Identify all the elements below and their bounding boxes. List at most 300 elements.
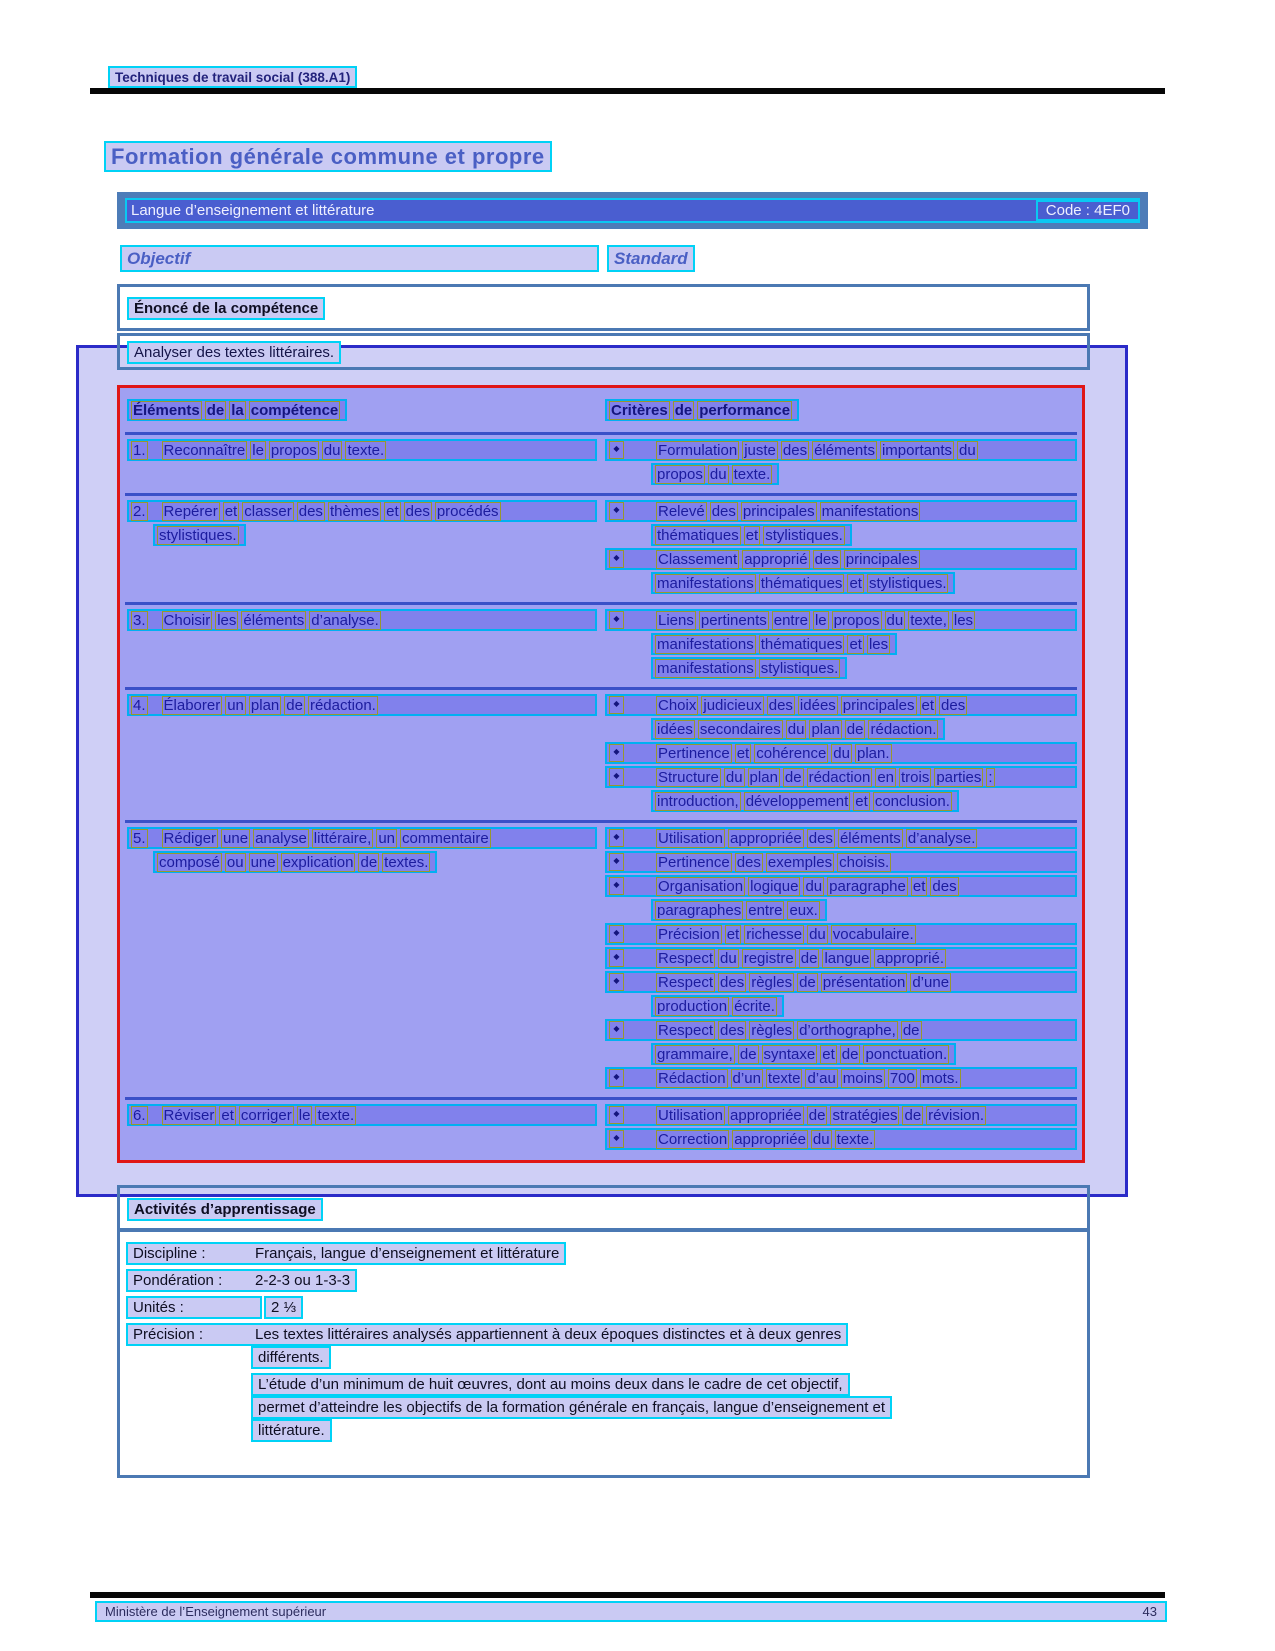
ocr-word: la xyxy=(231,401,244,419)
ocr-word: Élaborer xyxy=(163,696,221,714)
course-bar-strip xyxy=(125,198,1140,223)
bullet-icon: ◆ xyxy=(609,1130,624,1148)
row-elements-cell xyxy=(125,694,597,814)
ocr-word: texte. xyxy=(836,1130,874,1148)
ocr-word: des xyxy=(405,502,430,520)
ocr-word: principales xyxy=(742,502,815,520)
ocr-word: Rédiger xyxy=(163,829,217,847)
ocr-word: Repérer xyxy=(163,502,218,520)
ocr-word: du xyxy=(323,441,341,459)
ocr-word: conclusion. xyxy=(874,792,950,810)
ocr-word: des xyxy=(932,877,957,895)
course-code xyxy=(1036,200,1140,221)
top-rule xyxy=(90,88,1165,94)
criteres-header xyxy=(605,399,799,421)
ocr-word: manifestations xyxy=(657,659,754,677)
ocr-word: corriger xyxy=(240,1106,292,1124)
ocr-word: procédés xyxy=(436,502,499,520)
objectif-label-strip xyxy=(120,245,599,272)
ocr-word: et xyxy=(221,1106,234,1124)
ocr-word: eux. xyxy=(789,901,818,919)
ocr-word: compétence xyxy=(250,401,339,419)
ocr-word: Éléments xyxy=(133,401,200,419)
ocr-word: propos xyxy=(270,441,317,459)
objectif-label: Objectif xyxy=(127,248,191,268)
enonce-statement-box xyxy=(117,333,1090,370)
criteria-line xyxy=(605,1128,1077,1150)
element-line xyxy=(153,851,437,873)
criteria-line xyxy=(605,1104,1077,1126)
detail-row xyxy=(126,1269,1081,1292)
criteria-line xyxy=(605,947,1077,969)
bullet-icon: ◆ xyxy=(609,973,624,991)
table-row xyxy=(125,435,1077,496)
ocr-word: les xyxy=(953,611,974,629)
ocr-word: entre xyxy=(773,611,808,629)
ocr-word: et xyxy=(822,1045,835,1063)
ocr-word: et xyxy=(726,925,740,943)
criteria-line xyxy=(605,609,1077,631)
ocr-word: 2. xyxy=(133,502,146,520)
ocr-word: des xyxy=(720,1021,745,1039)
criteria-line xyxy=(651,899,827,921)
ocr-word: principales xyxy=(845,550,918,568)
ocr-word: Respect xyxy=(658,973,714,991)
element-line xyxy=(127,609,597,631)
ocr-word: des xyxy=(814,550,839,568)
detail-label: Discipline : xyxy=(133,1245,206,1262)
ocr-word: secondaires xyxy=(699,720,781,738)
ocr-word: stylistiques. xyxy=(159,526,237,544)
ocr-word: des xyxy=(711,502,736,520)
criteria-line xyxy=(605,500,1077,522)
footer-bar xyxy=(95,1601,1167,1622)
row-criteria-cell xyxy=(597,500,1077,596)
ocr-word: Liens xyxy=(658,611,694,629)
element-line xyxy=(127,1104,597,1126)
bullet-icon: ◆ xyxy=(609,550,624,568)
ocr-word: registre xyxy=(743,949,794,967)
bullet-icon: ◆ xyxy=(609,1069,624,1087)
element-line xyxy=(127,694,597,716)
ocr-word: langue xyxy=(824,949,870,967)
bullet-icon: ◆ xyxy=(609,744,624,762)
detail-value: Français, langue d’enseignement et littérature xyxy=(255,1245,560,1262)
ocr-word: ponctuation. xyxy=(865,1045,948,1063)
ocr-word: performance xyxy=(699,401,791,419)
ocr-word: texte. xyxy=(317,1106,355,1124)
ocr-word: des xyxy=(298,502,323,520)
ocr-word: présentation xyxy=(822,973,906,991)
row-elements-cell xyxy=(125,827,597,1091)
ocr-word: d’analyse. xyxy=(311,611,379,629)
ocr-word: une xyxy=(223,829,249,847)
ocr-word: et xyxy=(921,696,935,714)
ocr-word: de xyxy=(206,401,225,419)
detail-line-strip: L’étude d’un minimum de huit œuvres, dont au moins deux dans le cadre de cet objectif, xyxy=(251,1373,850,1396)
enonce-statement-strip xyxy=(127,341,341,364)
ocr-word: approprié xyxy=(744,550,808,568)
criteria-line xyxy=(651,657,847,679)
ocr-word: d’analyse. xyxy=(907,829,976,847)
ocr-word: propos xyxy=(657,465,703,483)
competence-table-body xyxy=(125,435,1077,1158)
ocr-word: et xyxy=(849,574,862,592)
course-code-text: Code : 4EF0 xyxy=(1045,202,1130,219)
ocr-word: écrite. xyxy=(734,997,775,1015)
ocr-word: Utilisation xyxy=(658,1106,724,1124)
ocr-word: des xyxy=(808,829,833,847)
element-line xyxy=(127,500,597,522)
ocr-word: mots. xyxy=(921,1069,959,1087)
bullet-icon: ◆ xyxy=(609,949,624,967)
bullet-icon: ◆ xyxy=(609,853,624,871)
row-criteria-cell xyxy=(597,694,1077,814)
ocr-word: exemples xyxy=(767,853,833,871)
ocr-word: Rédaction xyxy=(658,1069,726,1087)
ocr-word: de xyxy=(286,696,303,714)
elements-header xyxy=(127,399,347,421)
ocr-word: de xyxy=(360,853,378,871)
ocr-word: et xyxy=(386,502,399,520)
ocr-word: Classement xyxy=(658,550,738,568)
ocr-word: manifestations xyxy=(657,574,754,592)
ocr-word: du xyxy=(787,720,805,738)
detail-continuation xyxy=(251,1346,1081,1369)
detail-row xyxy=(126,1373,1081,1442)
ocr-word: Précision xyxy=(658,925,720,943)
ocr-word: explication xyxy=(282,853,354,871)
ocr-word: et xyxy=(912,877,926,895)
ocr-word: idées xyxy=(657,720,693,738)
running-header-text: Techniques de travail social (388.A1) xyxy=(115,69,351,85)
ocr-word: Respect xyxy=(658,949,714,967)
ocr-word: Structure xyxy=(658,768,719,786)
criteria-line xyxy=(605,548,1077,570)
ocr-word: Reconnaître xyxy=(163,441,246,459)
detail-value: 2-2-3 ou 1-3-3 xyxy=(255,1272,351,1289)
detail-line-strip xyxy=(126,1242,566,1265)
ocr-word: du xyxy=(709,465,727,483)
ocr-word: d’au xyxy=(807,1069,836,1087)
ocr-word: thématiques xyxy=(760,635,843,653)
ocr-word: 700 xyxy=(889,1069,915,1087)
ocr-word: classer xyxy=(244,502,292,520)
element-line xyxy=(127,439,597,461)
criteria-line xyxy=(651,524,852,546)
activites-heading-strip xyxy=(127,1198,323,1221)
ocr-word: et xyxy=(736,744,750,762)
ocr-word: thématiques xyxy=(657,526,739,544)
ocr-word: texte xyxy=(767,1069,801,1087)
ocr-word: 1. xyxy=(133,441,146,459)
ocr-word: plan xyxy=(811,720,840,738)
ocr-word: textes. xyxy=(384,853,429,871)
ocr-word: trois xyxy=(901,768,930,786)
standard-label-strip xyxy=(607,245,695,272)
ocr-word: analyse xyxy=(255,829,307,847)
ocr-word: des xyxy=(782,441,808,459)
element-line xyxy=(127,827,597,849)
ocr-word: les xyxy=(217,611,237,629)
ocr-word: Choisir xyxy=(163,611,211,629)
ocr-word: de xyxy=(784,768,802,786)
ocr-word: Critères xyxy=(611,401,668,419)
ocr-word: texte, xyxy=(910,611,947,629)
ocr-word: richesse xyxy=(746,925,803,943)
ocr-word: du xyxy=(886,611,904,629)
ocr-word: appropriée xyxy=(730,1106,802,1124)
ocr-word: rédaction xyxy=(808,768,871,786)
ocr-word: du xyxy=(725,768,743,786)
ocr-word: importants xyxy=(881,441,952,459)
row-criteria-cell xyxy=(597,439,1077,487)
ocr-word: révision. xyxy=(928,1106,985,1124)
activites-details-box xyxy=(117,1228,1090,1478)
ocr-word: cohérence xyxy=(756,744,827,762)
ocr-word: 6. xyxy=(133,1106,146,1124)
bullet-icon: ◆ xyxy=(609,877,624,895)
ocr-word: et xyxy=(855,792,868,810)
criteria-line xyxy=(605,827,1077,849)
footer-page-number: 43 xyxy=(1142,1604,1157,1619)
ocr-word: entre xyxy=(748,901,783,919)
ocr-word: Utilisation xyxy=(658,829,724,847)
bullet-icon: ◆ xyxy=(609,925,624,943)
ocr-word: de xyxy=(739,1045,757,1063)
criteria-line xyxy=(605,1019,1077,1041)
ocr-word: le xyxy=(814,611,827,629)
ocr-word: du xyxy=(809,925,826,943)
ocr-word: littéraire, xyxy=(313,829,372,847)
ocr-word: syntaxe xyxy=(763,1045,816,1063)
ocr-word: rédaction. xyxy=(309,696,376,714)
ocr-word: les xyxy=(868,635,889,653)
ocr-word: pertinents xyxy=(700,611,767,629)
page-title xyxy=(104,141,552,172)
course-bar-label: Langue d’enseignement et littérature xyxy=(131,202,375,219)
row-criteria-cell xyxy=(597,827,1077,1091)
ocr-word: appropriée xyxy=(730,829,802,847)
ocr-word: manifestations xyxy=(657,635,754,653)
ocr-word: d’une xyxy=(912,973,950,991)
criteria-line xyxy=(605,851,1077,873)
ocr-word: commentaire xyxy=(402,829,489,847)
ocr-word: choisis. xyxy=(839,853,890,871)
ocr-word: et xyxy=(849,635,862,653)
criteria-line xyxy=(605,875,1077,897)
criteria-line xyxy=(605,742,1077,764)
criteria-line xyxy=(651,572,955,594)
ocr-word: du xyxy=(958,441,976,459)
ocr-word: Organisation xyxy=(658,877,744,895)
table-row xyxy=(125,605,1077,690)
bullet-icon: ◆ xyxy=(609,829,624,847)
table-row xyxy=(125,496,1077,605)
competence-table-header xyxy=(125,392,1077,435)
row-elements-cell xyxy=(125,1104,597,1152)
ocr-word: plan xyxy=(250,696,280,714)
ocr-word: des xyxy=(736,853,761,871)
ocr-word: manifestations xyxy=(821,502,919,520)
ocr-word: 3. xyxy=(133,611,146,629)
ocr-word: appropriée xyxy=(734,1130,806,1148)
bullet-icon: ◆ xyxy=(609,1106,624,1124)
standard-label: Standard xyxy=(614,248,688,268)
ocr-word: texte. xyxy=(733,465,771,483)
ocr-word: et xyxy=(224,502,238,520)
detail-paragraph-line xyxy=(251,1396,1081,1419)
ocr-word: de xyxy=(902,1021,920,1039)
detail-row xyxy=(126,1323,1081,1369)
ocr-word: 4. xyxy=(133,696,146,714)
criteria-line xyxy=(605,694,1077,716)
ocr-word: du xyxy=(720,949,737,967)
criteria-line xyxy=(651,790,959,812)
footer-rule xyxy=(90,1592,1165,1598)
ocr-word: stylistiques. xyxy=(868,574,947,592)
ocr-word: le xyxy=(252,441,264,459)
ocr-word: Relevé xyxy=(658,502,705,520)
ocr-word: moins xyxy=(842,1069,883,1087)
objectif-standard-row xyxy=(120,245,1090,272)
criteria-line xyxy=(605,1067,1077,1089)
ocr-word: un xyxy=(227,696,244,714)
bullet-icon: ◆ xyxy=(609,1021,624,1039)
ocr-word: Réviser xyxy=(163,1106,215,1124)
bullet-icon: ◆ xyxy=(609,441,624,459)
ocr-word: stratégies xyxy=(832,1106,898,1124)
ocr-word: en xyxy=(877,768,894,786)
ocr-word: Respect xyxy=(658,1021,714,1039)
ocr-word: plan. xyxy=(856,744,890,762)
ocr-word: un xyxy=(378,829,395,847)
detail-label-strip xyxy=(126,1296,262,1319)
criteria-line xyxy=(605,766,1077,788)
ocr-word: 5. xyxy=(133,829,146,847)
detail-line-strip: différents. xyxy=(251,1346,331,1369)
ocr-word: de xyxy=(841,1045,859,1063)
enonce-heading: Énoncé de la compétence xyxy=(134,300,319,317)
ocr-word: principales xyxy=(842,696,915,714)
page-title-text: Formation générale commune et propre xyxy=(111,143,545,169)
ocr-word: judicieux xyxy=(703,696,762,714)
ocr-word: Pertinence xyxy=(658,744,730,762)
row-elements-cell xyxy=(125,500,597,596)
activites-box xyxy=(117,1185,1090,1232)
detail-row xyxy=(126,1296,1081,1319)
criteria-line xyxy=(651,995,784,1017)
detail-paragraph-line xyxy=(251,1419,1081,1442)
ocr-word: Formulation xyxy=(658,441,738,459)
ocr-word: stylistiques. xyxy=(760,659,839,677)
criteria-line xyxy=(651,718,945,740)
detail-value-strip: 2 ⅓ xyxy=(264,1296,303,1319)
criteria-line xyxy=(605,971,1077,993)
ocr-word: de xyxy=(808,1106,826,1124)
ocr-word: paragraphe xyxy=(829,877,906,895)
course-bar xyxy=(117,192,1148,229)
ocr-word: éléments xyxy=(243,611,305,629)
detail-label: Unités : xyxy=(133,1299,184,1316)
ocr-word: vocabulaire. xyxy=(832,925,914,943)
criteres-header-cell xyxy=(597,399,1077,423)
detail-value: Les textes littéraires analysés appartiennent à deux époques distinctes et à deux genres xyxy=(255,1326,842,1343)
ocr-word: des xyxy=(768,696,793,714)
ocr-word: propos xyxy=(833,611,880,629)
ocr-word: de xyxy=(799,973,816,991)
ocr-word: idées xyxy=(799,696,836,714)
detail-label: Pondération : xyxy=(133,1272,223,1289)
ocr-word: des xyxy=(720,973,745,991)
element-line xyxy=(153,524,246,546)
ocr-word: Choix xyxy=(658,696,697,714)
ocr-word: juste xyxy=(744,441,776,459)
criteria-line xyxy=(651,1043,956,1065)
ocr-word: une xyxy=(250,853,276,871)
bullet-icon: ◆ xyxy=(609,696,624,714)
ocr-word: des xyxy=(941,696,966,714)
ocr-word: composé xyxy=(159,853,220,871)
bullet-icon: ◆ xyxy=(609,502,624,520)
ocr-word: texte. xyxy=(347,441,385,459)
ocr-word: ou xyxy=(226,853,244,871)
running-header xyxy=(108,66,357,88)
row-elements-cell xyxy=(125,439,597,487)
ocr-word: grammaire, xyxy=(657,1045,733,1063)
ocr-word: éléments xyxy=(839,829,901,847)
ocr-word: d’un xyxy=(732,1069,761,1087)
ocr-word: d’orthographe, xyxy=(799,1021,896,1039)
ocr-word: introduction, xyxy=(657,792,739,810)
ocr-word: stylistiques. xyxy=(765,526,843,544)
ocr-word: le xyxy=(298,1106,311,1124)
ocr-word: éléments xyxy=(814,441,875,459)
ocr-word: approprié. xyxy=(876,949,945,967)
detail-line-strip: permet d’atteindre les objectifs de la formation générale en français, langue d’enseignement et xyxy=(251,1396,892,1419)
row-elements-cell xyxy=(125,609,597,681)
activites-details xyxy=(126,1242,1081,1442)
ocr-word: plan xyxy=(749,768,778,786)
ocr-word: du xyxy=(833,744,850,762)
detail-label: Précision : xyxy=(133,1326,204,1343)
detail-line-strip: littérature. xyxy=(251,1419,332,1442)
detail-paragraph-line xyxy=(251,1373,1081,1396)
ocr-word: production xyxy=(657,997,728,1015)
ocr-word: logique xyxy=(750,877,799,895)
table-row xyxy=(125,823,1077,1100)
table-row xyxy=(125,690,1077,823)
criteria-line xyxy=(651,633,897,655)
enonce-box xyxy=(117,284,1090,331)
ocr-word: parties xyxy=(936,768,982,786)
ocr-word: thèmes xyxy=(329,502,380,520)
table-row xyxy=(125,1100,1077,1158)
row-criteria-cell xyxy=(597,1104,1077,1152)
row-criteria-cell xyxy=(597,609,1077,681)
competence-table xyxy=(117,385,1085,1163)
ocr-word: Correction xyxy=(658,1130,728,1148)
enonce-statement: Analyser des textes littéraires. xyxy=(134,344,335,361)
ocr-word: de xyxy=(800,949,818,967)
ocr-word: règles xyxy=(751,973,793,991)
ocr-word: de xyxy=(846,720,864,738)
ocr-word: de xyxy=(674,401,693,419)
detail-line-strip xyxy=(126,1323,848,1346)
ocr-word: : xyxy=(988,768,993,786)
ocr-word: du xyxy=(812,1130,830,1148)
enonce-heading-strip xyxy=(127,297,325,320)
